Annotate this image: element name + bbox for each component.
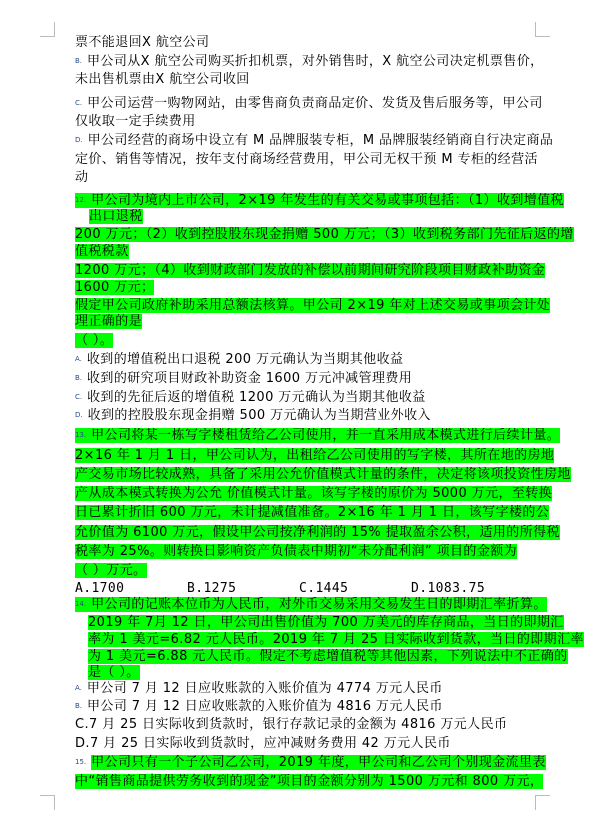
option-text: 甲公司经营的商场中设立有 M 品牌服装专柜，M 品牌服装经销商自行决定商品: [87, 133, 554, 148]
option-label: D.: [75, 411, 83, 419]
q11-option-b: [75, 53, 544, 70]
q12-stem-line: [75, 192, 564, 209]
q13-option-d: D.1083.75: [411, 581, 486, 596]
q14-option-a: [75, 680, 443, 697]
corner-mark-bottom-left: [40, 795, 55, 810]
option-text: 收到的控股股东现金捐赠 500 万元确认为当期营业外收入: [87, 408, 431, 423]
q11-option-c-cont: 仅收取一定手续费用: [75, 114, 196, 129]
q12-option-b: [75, 370, 412, 387]
q11-option-d-cont: 定价、销售等情况，按年支付商场经营费用，甲公司无权干预 M 专柜的经营活: [75, 152, 538, 167]
q14-option-d: D.7 月 25 日实际收到货款时，应冲减财务费用 42 万元人民币: [75, 736, 451, 751]
q12-stem-line: [75, 313, 142, 330]
stem-text: 中“销售商品提供劳务收到的现金”项目的金额分别为 1500 万元和 800 万元，: [75, 774, 544, 789]
option-label: B.: [75, 374, 83, 382]
q12-stem-line: [75, 279, 154, 296]
q12-stem-line: [89, 208, 143, 225]
stem-text: （ ）万元。: [75, 563, 147, 578]
q11-option-c: [75, 95, 543, 112]
option-text: 甲公司 7 月 12 日应收账款的入账价值为 4774 万元人民币: [86, 681, 443, 696]
q13-stem-line: [75, 466, 571, 483]
stem-text: 甲公司为境内上市公司，2×19 年发生的有关交易或事项包括：（1）收到增值税: [91, 193, 564, 208]
q14-stem-line: [75, 596, 547, 613]
q13-stem-line: [75, 543, 517, 560]
option-label: B.: [75, 57, 83, 65]
stem-text: 2019 年 7月 12 日，甲公司出售价值为 700 万美元的库存商品，当日的即期汇: [88, 615, 564, 630]
stem-text: 2×16 年 1 月 1 日，甲公司认为，出租给乙公司使用的写字楼，其所在地的房地: [75, 448, 555, 463]
stem-text: 200 万元；（2）收到控股股东现金捐赠 500 万元；（3）收到税务部门先征后返的增: [75, 227, 574, 242]
q12-stem-line: [75, 262, 545, 279]
stem-text: 甲公司只有一个子公司乙公司，2019 年度，甲公司和乙公司个别现金流里表: [91, 755, 546, 770]
q14-stem-line: [88, 648, 568, 665]
option-text: 收到的增值税出口退税 200 万元确认为当期其他收益: [86, 352, 404, 367]
q13-stem-line: [75, 504, 549, 521]
stem-text: 允价值为 6100 万元，假设甲公司按净利润的 15% 提取盈余公积，适用的所得税: [75, 525, 560, 540]
q11-option-b-cont: 未出售机票由X 航空公司收回: [75, 72, 250, 87]
q13-stem-line: [75, 485, 552, 502]
stem-text: 1600 万元；: [75, 280, 155, 295]
q15-stem-line: [75, 754, 546, 771]
option-text: 甲公司运营一购物网站，由零售商负责商品定价、发货及售后服务等，甲公司: [87, 96, 543, 111]
q11-option-d-cont2: 动: [75, 170, 89, 185]
stem-text: 甲公司的记账本位币为人民币，对外币交易采用交易发生日的即期汇率折算。: [91, 597, 547, 612]
q12-stem-line: [75, 332, 113, 349]
stem-text: 理正确的是: [75, 314, 143, 329]
stem-text: 日已累计折旧 600 万元，未计提减值准备。2×16 年 1 月 1 日，该写字楼的公: [75, 505, 550, 520]
q12-stem-line: [75, 243, 129, 260]
q14-stem-line: [88, 664, 140, 681]
stem-text: （ ）。: [75, 333, 114, 348]
stem-text: 率为 1 美元=6.82 元人民币。2019 年 7 月 25 日实际收到货款，当日的即期汇率: [88, 632, 584, 647]
q13-option-a: A.1700: [75, 581, 125, 596]
stem-text: 产从成本模式转换为公允 价值模式计量。该写字楼的原价为 5000 万元，至转换: [75, 486, 553, 501]
q11-option-d: [75, 132, 553, 149]
q14-stem-line: [88, 631, 584, 648]
option-label: C.: [75, 99, 83, 107]
question-number: 13.: [75, 431, 87, 439]
option-label: C.: [75, 393, 83, 401]
q12-stem-line: [75, 297, 550, 314]
stem-text: 出口退税: [89, 209, 143, 224]
q12-stem-line: [75, 226, 574, 243]
corner-mark-top-right: [535, 22, 550, 37]
option-label: A.: [75, 684, 82, 692]
option-text: 甲公司 7 月 12 日应收账款的入账价值为 4816 万元人民币: [87, 699, 443, 714]
q14-option-c: C.7 月 25 日实际收到货款时，银行存款记录的金额为 4816 万元人民币: [75, 717, 508, 732]
q13-stem-line: [75, 524, 560, 541]
stem-text: 税率为 25%。则转换日影响资产负债表中期初“未分配利润” 项目的金额为: [75, 544, 518, 559]
q14-option-b: [75, 698, 443, 715]
q13-options: [75, 580, 523, 597]
option-text: 收到的研究项目财政补助资金 1600 万元冲减管理费用: [87, 371, 413, 386]
question-number: 12.: [75, 196, 87, 204]
option-label: B.: [75, 702, 83, 710]
q13-stem-line: [75, 447, 554, 464]
question-number: 15.: [75, 758, 87, 766]
q13-option-c: C.1445: [299, 581, 349, 596]
q12-option-a: [75, 351, 403, 368]
q12-option-d: [75, 407, 431, 424]
stem-text: 1200 万元；（4）收到财政部门发放的补偿以前期间研究阶段项目财政补助资金: [75, 263, 546, 278]
q14-stem-line: [88, 614, 564, 631]
q13-stem-line: [75, 427, 560, 444]
corner-mark-bottom-right: [535, 795, 550, 810]
stem-text: 产交易市场比较成熟，具备了采用公允价值模式计量的条件，决定将该项投资性房地: [75, 467, 571, 482]
option-label: D.: [75, 136, 83, 144]
stem-text: 假定甲公司政府补助采用总额法核算。甲公司 2×19 年对上述交易或事项会计处: [75, 298, 551, 313]
corner-mark-top-left: [40, 22, 55, 37]
q13-option-b: B.1275: [187, 581, 237, 596]
option-text: 甲公司从X 航空公司购买折扣机票，对外销售时，X 航空公司决定机票售价，: [87, 54, 544, 69]
stem-text: 甲公司将某一栋写字楼租赁给乙公司使用，并一直采用成本模式进行后续计量。: [91, 428, 561, 443]
stem-text: 为 1 美元=6.88 元人民币。假定不考虑增值税等其他因素，下列说法中不正确的: [88, 649, 568, 664]
question-number: 14.: [75, 600, 87, 608]
stem-text: 是（ ）。: [88, 665, 140, 680]
option-label: A.: [75, 355, 82, 363]
q11-stem-tail: 票不能退回X 航空公司: [75, 35, 210, 50]
stem-text: 值税税款: [75, 244, 129, 259]
q13-stem-line: [75, 562, 147, 579]
q12-option-c: [75, 389, 426, 406]
option-text: 收到的先征后返的增值税 1200 万元确认为当期其他收益: [87, 390, 426, 405]
q15-stem-line: [75, 773, 543, 790]
